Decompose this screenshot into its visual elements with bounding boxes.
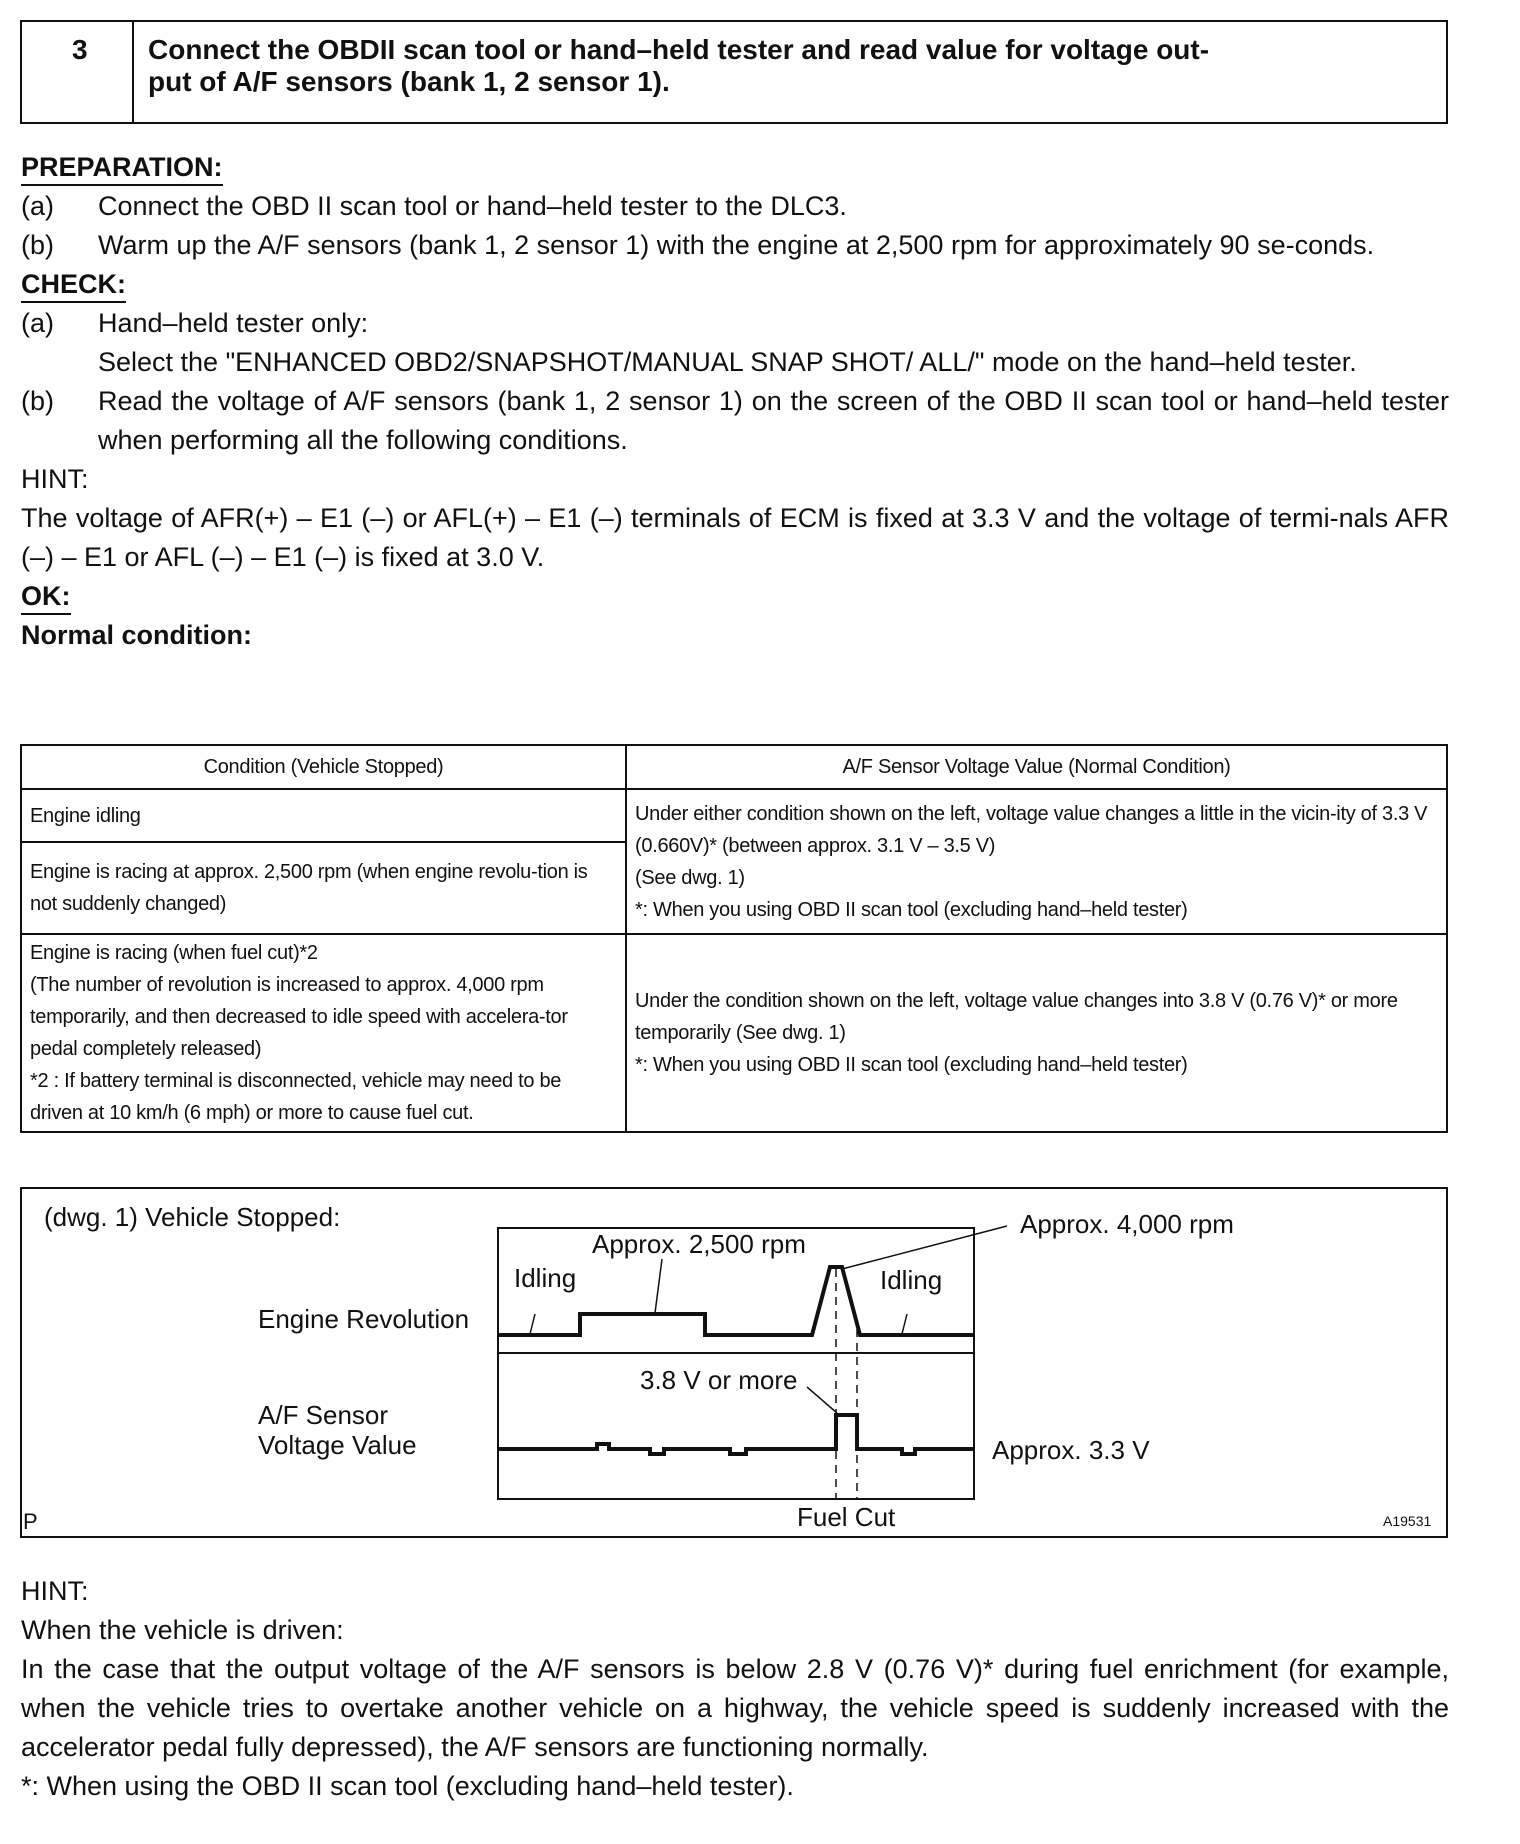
engine-revolution-label: Engine Revolution	[258, 1304, 470, 1334]
condition-detail: (The number of revolution is increased to approx. 4,000 rpm temporarily, and then decreased to idle speed with accelera-tor pedal completely released)	[30, 974, 568, 1060]
value-note: *: When you using OBD II scan tool (excluding hand–held tester)	[635, 1054, 1188, 1076]
hint-heading: HINT:	[21, 1576, 89, 1606]
item-text: Read the voltage of A/F sensors (bank 1, 2 sensor 1) on the screen of the OBD II scan tool or hand–held tester when performing all the following conditions.	[98, 386, 1449, 455]
table-row	[21, 789, 1447, 842]
table-header-row	[21, 745, 1447, 789]
column-header: A/F Sensor Voltage Value (Normal Condition)	[626, 745, 1447, 789]
preparation-heading: PREPARATION:	[21, 150, 223, 186]
list-item	[21, 304, 1449, 343]
af-voltage-trace	[498, 1415, 974, 1454]
hint-note: *: When using the OBD II scan tool (excluding hand–held tester).	[21, 1771, 794, 1801]
hint-text: The voltage of AFR(+) – E1 (–) or AFL(+) – E1 (–) terminals of ECM is fixed at 3.3 V and the voltage of termi-nals AFR (–) – E1 or AFL (–) – E1 (–) is fixed at 3.0 V.	[21, 503, 1449, 572]
volt-high-label: 3.8 V or more	[640, 1365, 798, 1395]
step-number: 3	[22, 22, 134, 122]
step-title-line: Connect the OBDII scan tool or hand–held tester and read value for voltage out-	[148, 34, 1210, 65]
rpm-2500-label: Approx. 2,500 rpm	[592, 1229, 806, 1259]
item-label: (a)	[21, 308, 54, 338]
condition-cell	[21, 934, 626, 1132]
leader-line	[842, 1226, 1007, 1269]
item-label: (a)	[21, 191, 54, 221]
sensor-label: Voltage Value	[258, 1430, 417, 1460]
diagram-dwg1	[20, 1187, 1448, 1538]
check-heading: CHECK:	[21, 267, 126, 303]
condition-table	[20, 744, 1448, 1133]
value-cell	[626, 789, 1447, 934]
item-label: (b)	[21, 386, 54, 416]
condition-note: *2 : If battery terminal is disconnected, vehicle may need to be driven at 10 km/h (6 mph) or more to cause fuel cut.	[30, 1070, 562, 1124]
corner-mark: P	[23, 1509, 38, 1534]
value-text: Under either condition shown on the left, voltage value changes a little in the vicin-ity of 3.3 V (0.660V)* (between approx. 3.1 V – 3.5 V)	[635, 802, 1428, 857]
instructions	[21, 148, 1449, 655]
leader-line	[530, 1314, 535, 1334]
step-title	[134, 22, 1223, 122]
value-ref: (See dwg. 1)	[635, 866, 745, 889]
rpm-4000-label: Approx. 4,000 rpm	[1020, 1209, 1234, 1239]
step-title-line: put of A/F sensors (bank 1, 2 sensor 1).	[148, 66, 670, 97]
item-text: Hand–held tester only:	[98, 308, 369, 338]
condition-cell: Engine is racing at approx. 2,500 rpm (when engine revolu-tion is not suddenly changed)	[21, 842, 626, 934]
item-text: Warm up the A/F sensors (bank 1, 2 sensor 1) with the engine at 2,500 rpm for approximately 90 se-conds.	[98, 230, 1375, 260]
fuel-cut-label: Fuel Cut	[797, 1502, 896, 1532]
condition-cell: Engine idling	[21, 789, 626, 842]
figure-id: A19531	[1383, 1513, 1432, 1529]
ok-heading: OK:	[21, 579, 71, 615]
leader-line	[902, 1314, 907, 1334]
value-text: Under the condition shown on the left, voltage value changes into 3.8 V (0.76 V)* or more temporarily (See dwg. 1)	[635, 990, 1398, 1044]
item-label: (b)	[21, 230, 54, 260]
list-item	[21, 226, 1449, 265]
step-header	[20, 20, 1448, 124]
leader-line	[655, 1259, 662, 1313]
volt-normal-label: Approx. 3.3 V	[992, 1435, 1150, 1465]
item-text: Connect the OBD II scan tool or hand–held tester to the DLC3.	[98, 191, 847, 221]
column-header: Condition (Vehicle Stopped)	[21, 745, 626, 789]
hint-text: In the case that the output voltage of the A/F sensors is below 2.8 V (0.76 V)* during fuel enrichment (for example, when the vehicle tries to overtake another vehicle on a highway, the vehicle speed is suddenly increased with the accelerator pedal fully depressed), the A/F sensors are functioning normally.	[21, 1654, 1449, 1762]
sensor-label: A/F Sensor	[258, 1400, 389, 1430]
idling-right-label: Idling	[880, 1265, 943, 1295]
hint-heading: HINT:	[21, 464, 89, 494]
waveform-diagram	[22, 1189, 1446, 1536]
condition-text: Engine is racing (when fuel cut)*2	[30, 942, 318, 964]
list-item	[21, 382, 1449, 460]
diagram-title: (dwg. 1) Vehicle Stopped:	[44, 1202, 341, 1232]
leader-line	[807, 1387, 837, 1413]
value-note: *: When you using OBD II scan tool (excluding hand–held tester)	[635, 898, 1188, 921]
value-cell	[626, 934, 1447, 1132]
table-row	[21, 934, 1447, 1132]
hint-line: When the vehicle is driven:	[21, 1615, 344, 1645]
idling-left-label: Idling	[514, 1263, 577, 1293]
list-item	[21, 187, 1449, 226]
hint-driving	[21, 1572, 1449, 1806]
item-subtext: Select the "ENHANCED OBD2/SNAPSHOT/MANUAL SNAP SHOT/ ALL/" mode on the hand–held tester.	[98, 347, 1357, 377]
normal-condition-heading: Normal condition:	[21, 620, 252, 650]
